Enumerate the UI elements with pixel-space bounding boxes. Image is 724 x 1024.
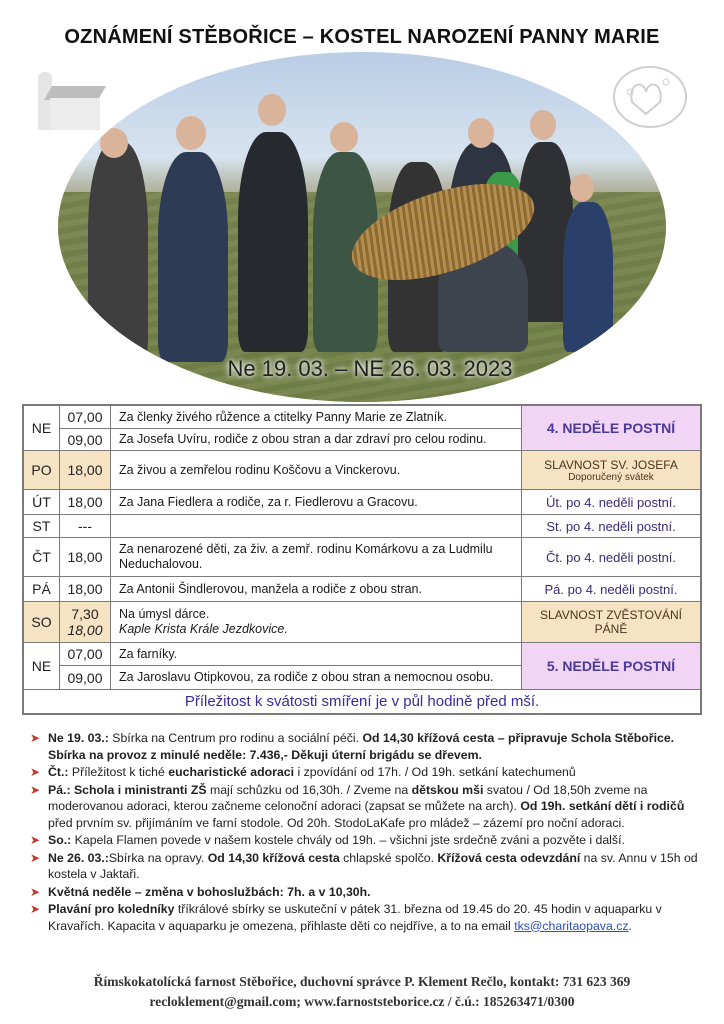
announcement-text: Příležitost k tiché — [68, 765, 169, 779]
announcement-emphasis: 7.436,- Děkuji úterní brigádu se dřevem. — [249, 747, 482, 762]
announcement-item — [26, 832, 706, 849]
mass-intention: Za Jaroslavu Otipkovou, za rodiče z obou stran a nemocnou osobu. — [119, 670, 494, 684]
schedule-row — [24, 450, 700, 489]
feast-name: SLAVNOST ZVĚSTOVÁNÍ PÁNĚ — [539, 608, 683, 636]
person-head — [530, 110, 556, 140]
day-label: ST — [24, 515, 60, 537]
mass-intention: Na úmysl dárce. — [119, 607, 210, 621]
announcement-text: . — [628, 918, 632, 933]
announcement-item — [26, 730, 706, 763]
mass-time: 18,00 — [60, 538, 111, 576]
person-head — [258, 94, 286, 126]
person-head — [468, 118, 494, 148]
mass-intention: Za živou a zemřelou rodinu Koščovu a Vinckerovu. — [119, 462, 401, 477]
footer-line: Římskokatolícká farnost Stěbořice, duchovní správce P. Klement Rečlo, kontakt: 731 623 369 — [93, 974, 631, 989]
person-head — [176, 116, 206, 150]
announcement-item — [26, 901, 706, 934]
email-link[interactable]: tks@charitaopava.cz — [514, 918, 629, 933]
liturgical-day — [522, 602, 700, 642]
arrow-bullet-icon: ➤ — [30, 782, 41, 797]
announcement-emphasis: Od 14,30 křížová cesta – připravuje Schola Stěbořice. — [362, 731, 675, 745]
liturgical-day: Pá. po 4. neděli postní. — [544, 581, 678, 597]
announcements-list — [26, 730, 706, 935]
person-head — [570, 174, 594, 202]
mass-time: 18,00 — [60, 577, 111, 601]
day-label: NE — [24, 643, 60, 689]
arrow-bullet-icon: ➤ — [30, 884, 41, 899]
group-photo — [58, 52, 666, 402]
mass-intention: Za nenarozené děti, za živ. a zemř. rodinu Komárkovu a za Ludmilu Neduchalovou. — [119, 542, 493, 571]
announcement-lead: Ne 26. 03.: — [48, 850, 109, 865]
mass-location: Kaple Krista Krále Jezdkovice. — [119, 622, 288, 636]
parish-contact-footer — [0, 972, 724, 1012]
announcement-item — [26, 884, 706, 901]
announcement-text: před prvním sv. přijímáním ve farní stodole. Od 20h. StodoLaKafe pro mládež – zázemí pro noční adoraci. — [48, 815, 625, 830]
liturgical-day: Čt. po 4. neděli postní. — [545, 549, 677, 565]
liturgical-day — [522, 451, 700, 489]
mass-time: 18,00 — [60, 490, 111, 514]
person — [563, 202, 613, 352]
announcement-text: Sbírka na Centrum pro rodinu a sociální péči. — [108, 731, 363, 745]
announcement-item — [26, 782, 706, 832]
mass-intention: Za farníky. — [119, 646, 178, 661]
liturgical-day: 4. NEDĚLE POSTNÍ — [522, 406, 700, 450]
announcement-lead: Plavání pro koledníky — [48, 902, 175, 916]
mass-time: --- — [60, 515, 111, 537]
mass-time: 09,00 — [60, 429, 111, 450]
church-logo — [32, 72, 102, 132]
page-title: OZNÁMENÍ STĚBOŘICE – KOSTEL NAROZENÍ PANNY MARIE — [64, 26, 660, 48]
date-range: Ne 19. 03. – NE 26. 03. 2023 — [227, 356, 513, 381]
announcement-text: chlapské spolčo. — [339, 850, 438, 865]
schedule-row — [24, 489, 700, 514]
announcement-emphasis: Od 19h. setkání dětí i rodičů — [520, 799, 685, 813]
announcement-text: tříkrálové sbírky se uskuteční v pátek 31. března od 19.45 do 20. 45 hodin v aquaparku v Kravařích. Kapacita v aquaparku je omezena, přihlaste děti co nejdříve, a to na email — [48, 902, 662, 933]
mass-time: 09,00 — [60, 666, 111, 689]
schedule-row — [24, 601, 700, 642]
announcement-lead: So.: — [48, 833, 72, 847]
announcement-text: mají schůzku od 16,30h. / Zveme na — [206, 782, 412, 797]
announcement-emphasis: Schola i ministranti ZŠ — [73, 782, 207, 797]
mass-time: 07,00 — [60, 406, 111, 428]
person — [238, 132, 308, 352]
announcement-text: Sbírka na opravy. — [108, 850, 208, 865]
announcement-item — [26, 850, 706, 883]
announcement-lead: Ne 19. 03.: — [48, 731, 109, 745]
parish-logo-icon — [610, 62, 690, 132]
person — [88, 142, 148, 362]
mass-intention: Za Jana Fiedlera a rodiče, za r. Fiedlerovu a Gracovu. — [119, 494, 418, 509]
mass-time: 07,00 — [60, 643, 111, 665]
mass-schedule-table — [22, 404, 702, 715]
announcement-emphasis: Sbírka na provoz z minulé neděle: — [48, 747, 247, 762]
mass-time: 18,00 — [67, 622, 103, 638]
announcement-emphasis: eucharistické adoraci — [168, 765, 295, 779]
announcement-emphasis: dětskou mši — [411, 782, 484, 797]
mass-time: 18,00 — [60, 451, 111, 489]
day-label: ČT — [24, 538, 60, 576]
announcement-lead: Čt.: — [48, 765, 69, 779]
schedule-row — [24, 514, 700, 537]
arrow-bullet-icon: ➤ — [30, 765, 41, 779]
confession-note: Příležitost k svátosti smíření je v půl hodině před mší. — [24, 689, 700, 713]
mass-intention: Za Antonii Šindlerovou, manžela a rodiče z obou stran. — [119, 581, 422, 596]
arrow-bullet-icon: ➤ — [30, 731, 41, 745]
mass-time: 7,30 — [71, 606, 99, 622]
person — [158, 152, 228, 362]
liturgical-day: 5. NEDĚLE POSTNÍ — [522, 643, 700, 689]
schedule-row — [24, 642, 700, 689]
arrow-bullet-icon: ➤ — [30, 850, 41, 865]
announcement-text: svatou / Od 18,50h zveme na moderovanou adoraci, kterou začneme celonoční adoraci (zapsat se můžete na arch). — [48, 782, 648, 813]
schedule-row — [24, 537, 700, 576]
arrow-bullet-icon: ➤ — [30, 902, 41, 916]
announcement-text: na sv. Annu v 15h od kostela v Jaktaři. — [48, 850, 698, 881]
announcement-text: Kapela Flamen povede v našem kostele chvály od 19h. – všichni jste srdečně zváni a pozvěte i další. — [71, 833, 625, 847]
day-label: ÚT — [24, 490, 60, 514]
announcement-text: i zpovídání od 17h. / Od 19h. setkání katechumenů — [294, 765, 576, 779]
day-label: SO — [24, 602, 60, 642]
person-head — [330, 122, 358, 152]
day-label: PO — [24, 451, 60, 489]
feast-name: SLAVNOST SV. JOSEFA — [544, 457, 678, 472]
mass-intention — [111, 515, 521, 537]
day-label: NE — [24, 406, 60, 450]
liturgical-day: St. po 4. neděli postní. — [546, 518, 676, 534]
person-head — [100, 128, 128, 158]
schedule-row — [24, 576, 700, 601]
announcement-lead: Květná neděle – změna v bohoslužbách: 7h. a v 10,30h. — [48, 884, 371, 899]
schedule-row — [24, 406, 700, 450]
announcement-item — [26, 764, 706, 781]
mass-intention: Za Josefa Uvíru, rodiče z obou stran a dar zdraví pro celou rodinu. — [119, 432, 487, 446]
announcement-emphasis: Křížová cesta odevzdání — [437, 850, 581, 865]
liturgical-day: Út. po 4. neděli postní. — [545, 494, 677, 510]
arrow-bullet-icon: ➤ — [30, 833, 41, 847]
announcement-emphasis: Od 14,30 křížová cesta — [207, 850, 340, 865]
announcement-lead: Pá.: — [48, 782, 71, 797]
footer-line: recloklement@gmail.com; www.farnoststeborice.cz / č.ú.: 185263471/0300 — [149, 994, 575, 1009]
mass-intention: Za členky živého růžence a ctitelky Panny Marie ze Zlatník. — [119, 409, 447, 424]
feast-note: Doporučený svátek — [568, 471, 654, 483]
day-label: PÁ — [24, 577, 60, 601]
